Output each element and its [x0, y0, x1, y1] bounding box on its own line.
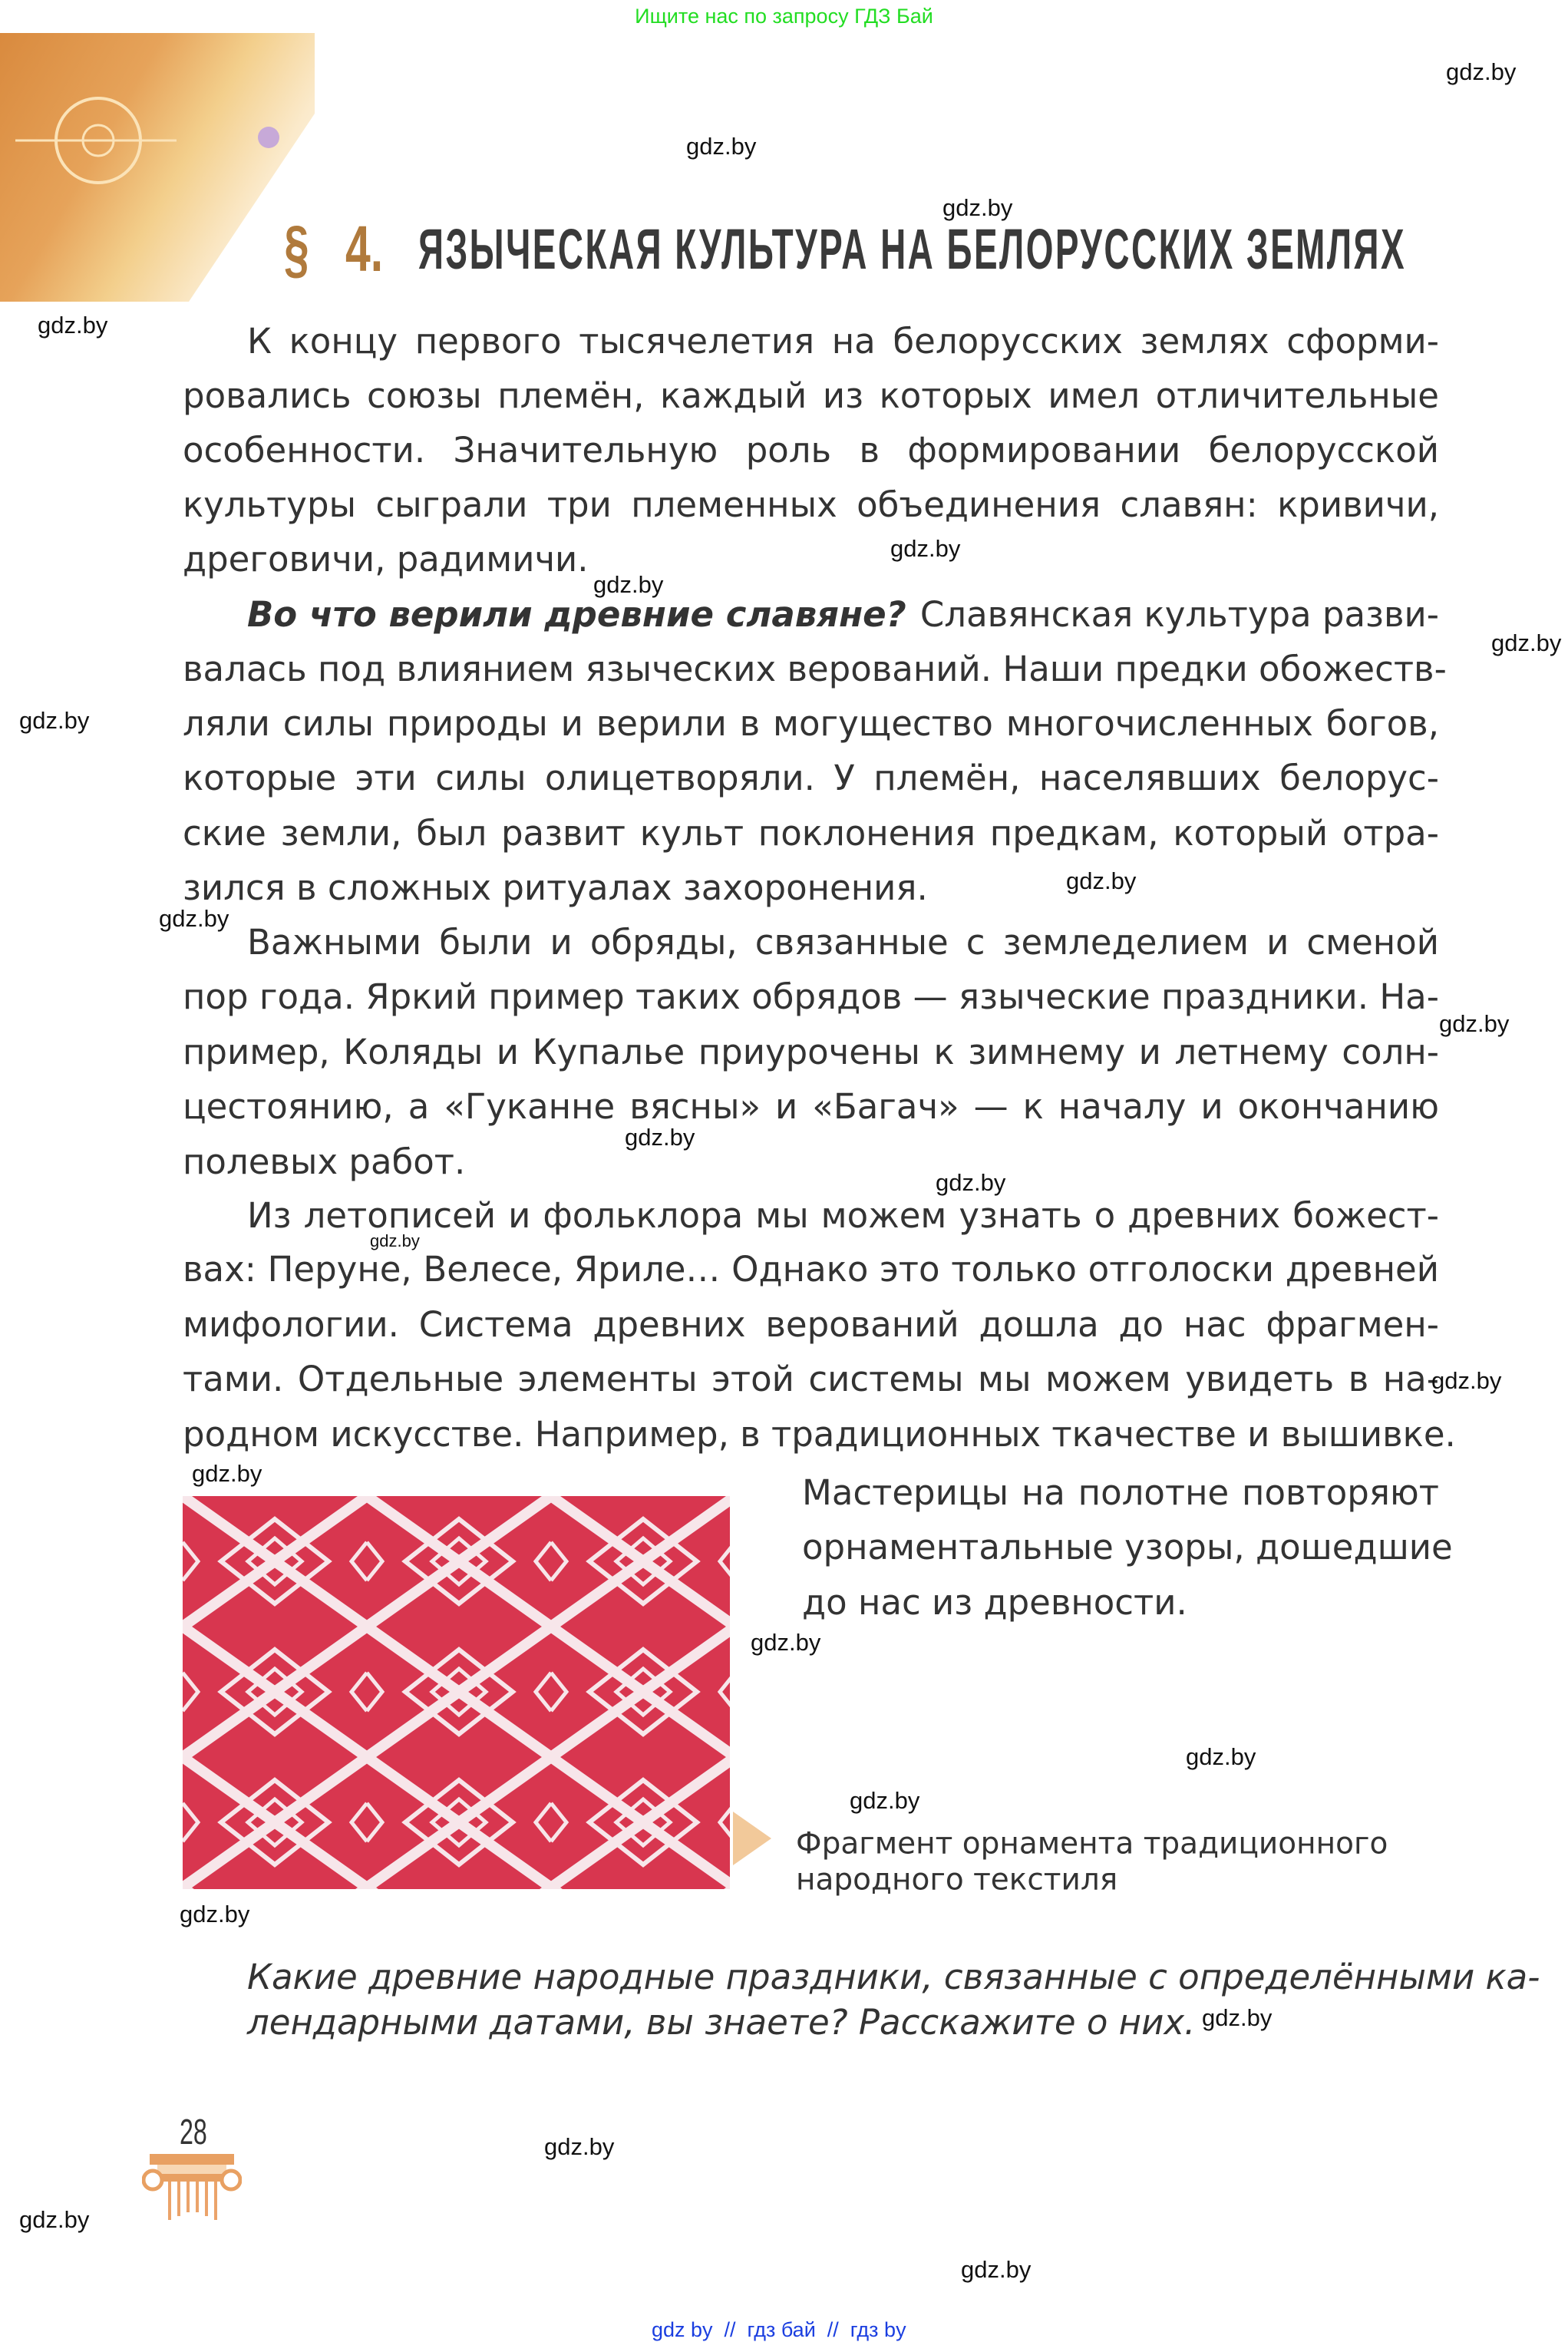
watermark[interactable]: gdz.by — [850, 1787, 920, 1814]
watermark[interactable]: gdz.by — [593, 571, 664, 598]
page-number: 28 — [180, 2112, 207, 2152]
text-line: до нас из древности. — [802, 1582, 1187, 1623]
text-line: зился в сложных ритуалах захоронения. — [183, 867, 928, 908]
corner-decoration — [0, 33, 315, 302]
text-line: орнаментальные узоры, дошедшие — [802, 1527, 1453, 1567]
watermark[interactable]: gdz.by — [686, 133, 757, 160]
watermark[interactable]: gdz.by — [19, 2206, 90, 2233]
text-line: К концу первого тысячелетия на белорусских землях сформи- — [247, 321, 1439, 362]
watermark[interactable]: gdz.by — [1446, 58, 1517, 85]
watermark[interactable]: gdz.by — [38, 312, 108, 339]
watermark[interactable]: gdz.by — [936, 1169, 1006, 1196]
column-icon — [142, 2154, 242, 2223]
textile-ornament-image — [183, 1496, 730, 1889]
watermark[interactable]: gdz.by — [751, 1629, 821, 1656]
section-title: ЯЗЫЧЕСКАЯ КУЛЬТУРА НА БЕЛОРУССКИХ ЗЕМЛЯХ — [418, 216, 1407, 281]
text-line: особенности. Значительную роль в формировании белорусской — [183, 430, 1439, 471]
text-line: Мастерицы на полотне повторяют — [802, 1472, 1439, 1513]
text-line: цестоянию, а «Гуканне вясны» и «Багач» — к началу и окончанию — [183, 1086, 1439, 1127]
watermark[interactable]: gdz.by — [370, 1231, 420, 1250]
text-line: вах: Перуне, Велесе, Яриле… Однако это только отголоски древней — [183, 1249, 1439, 1290]
watermark[interactable]: gdz.by — [180, 1901, 250, 1927]
watermark[interactable]: gdz.by — [1431, 1367, 1502, 1394]
question-heading: Во что верили древние славяне? — [247, 594, 906, 635]
section-sign: § — [284, 212, 309, 285]
watermark[interactable]: gdz.by — [890, 535, 961, 562]
watermark[interactable]: gdz.by — [625, 1124, 695, 1151]
text-line: культуры сыграли три племенных объединения славян: кривичи, — [183, 484, 1439, 525]
watermark[interactable]: gdz.by — [159, 905, 229, 932]
text-line: Важными были и обряды, связанные с земледелием и сменой — [247, 922, 1439, 963]
text-line: ровались союзы племён, каждый из которых имел отличительные — [183, 375, 1439, 416]
text-line: полевых работ. — [183, 1141, 466, 1182]
text-line: ские земли, был развит культ поклонения предкам, который отра- — [183, 813, 1439, 854]
text-line: валась под влиянием языческих верований. Наши предки обожеств- — [183, 649, 1447, 689]
section-number: 4. — [345, 212, 384, 285]
caption-pointer — [733, 1812, 771, 1865]
watermark[interactable]: gdz.by — [1202, 2004, 1273, 2031]
watermark[interactable]: gdz.by — [1066, 867, 1137, 894]
text-line: пор года. Яркий пример таких обрядов — языческие праздники. На- — [183, 976, 1439, 1017]
text-span: Славянская культура разви- — [919, 594, 1439, 635]
text-line: мифологии. Система древних верований дошла до нас фрагмен- — [183, 1304, 1439, 1345]
watermark[interactable]: gdz.by — [942, 194, 1013, 221]
text-line: Из летописей и фольклора мы можем узнать о древних божест- — [247, 1195, 1439, 1236]
text-line: ляли силы природы и верили в могущество многочисленных богов, — [183, 703, 1439, 744]
watermark[interactable]: gdz.by — [1491, 629, 1562, 656]
text-line: родном искусстве. Например, в традиционных ткачестве и вышивке. — [183, 1414, 1456, 1455]
figure-caption: Фрагмент орнамента традиционного — [796, 1826, 1388, 1861]
text-line: пример, Коляды и Купалье приурочены к зимнему и летнему солн- — [183, 1032, 1439, 1072]
footer-links[interactable]: gdz by // гдз бай // гдз by — [652, 2318, 906, 2341]
watermark[interactable]: gdz.by — [1439, 1010, 1510, 1037]
text-line — [247, 592, 1439, 638]
text-line: дреговичи, радимичи. — [183, 539, 589, 580]
sun-ornament-icon — [0, 33, 315, 302]
figure-caption: народного текстиля — [796, 1862, 1118, 1898]
watermark[interactable]: gdz.by — [192, 1460, 262, 1487]
section-heading — [284, 212, 1568, 285]
text-line: которые эти силы олицетворяли. У племён, населявших белорус- — [183, 758, 1439, 798]
watermark[interactable]: gdz.by — [19, 707, 90, 734]
question-line: лендарными датами, вы знаете? Расскажите о них. — [247, 2002, 1196, 2043]
question-line: Какие древние народные праздники, связанные с определёнными ка- — [247, 1957, 1540, 1997]
watermark[interactable]: gdz.by — [544, 2133, 615, 2160]
text-line: тами. Отдельные элементы этой системы мы можем увидеть в на- — [183, 1359, 1439, 1399]
watermark[interactable]: gdz.by — [961, 2256, 1032, 2283]
top-banner[interactable]: Ищите нас по запросу ГДЗ Бай — [635, 5, 933, 28]
watermark[interactable]: gdz.by — [1186, 1743, 1256, 1770]
